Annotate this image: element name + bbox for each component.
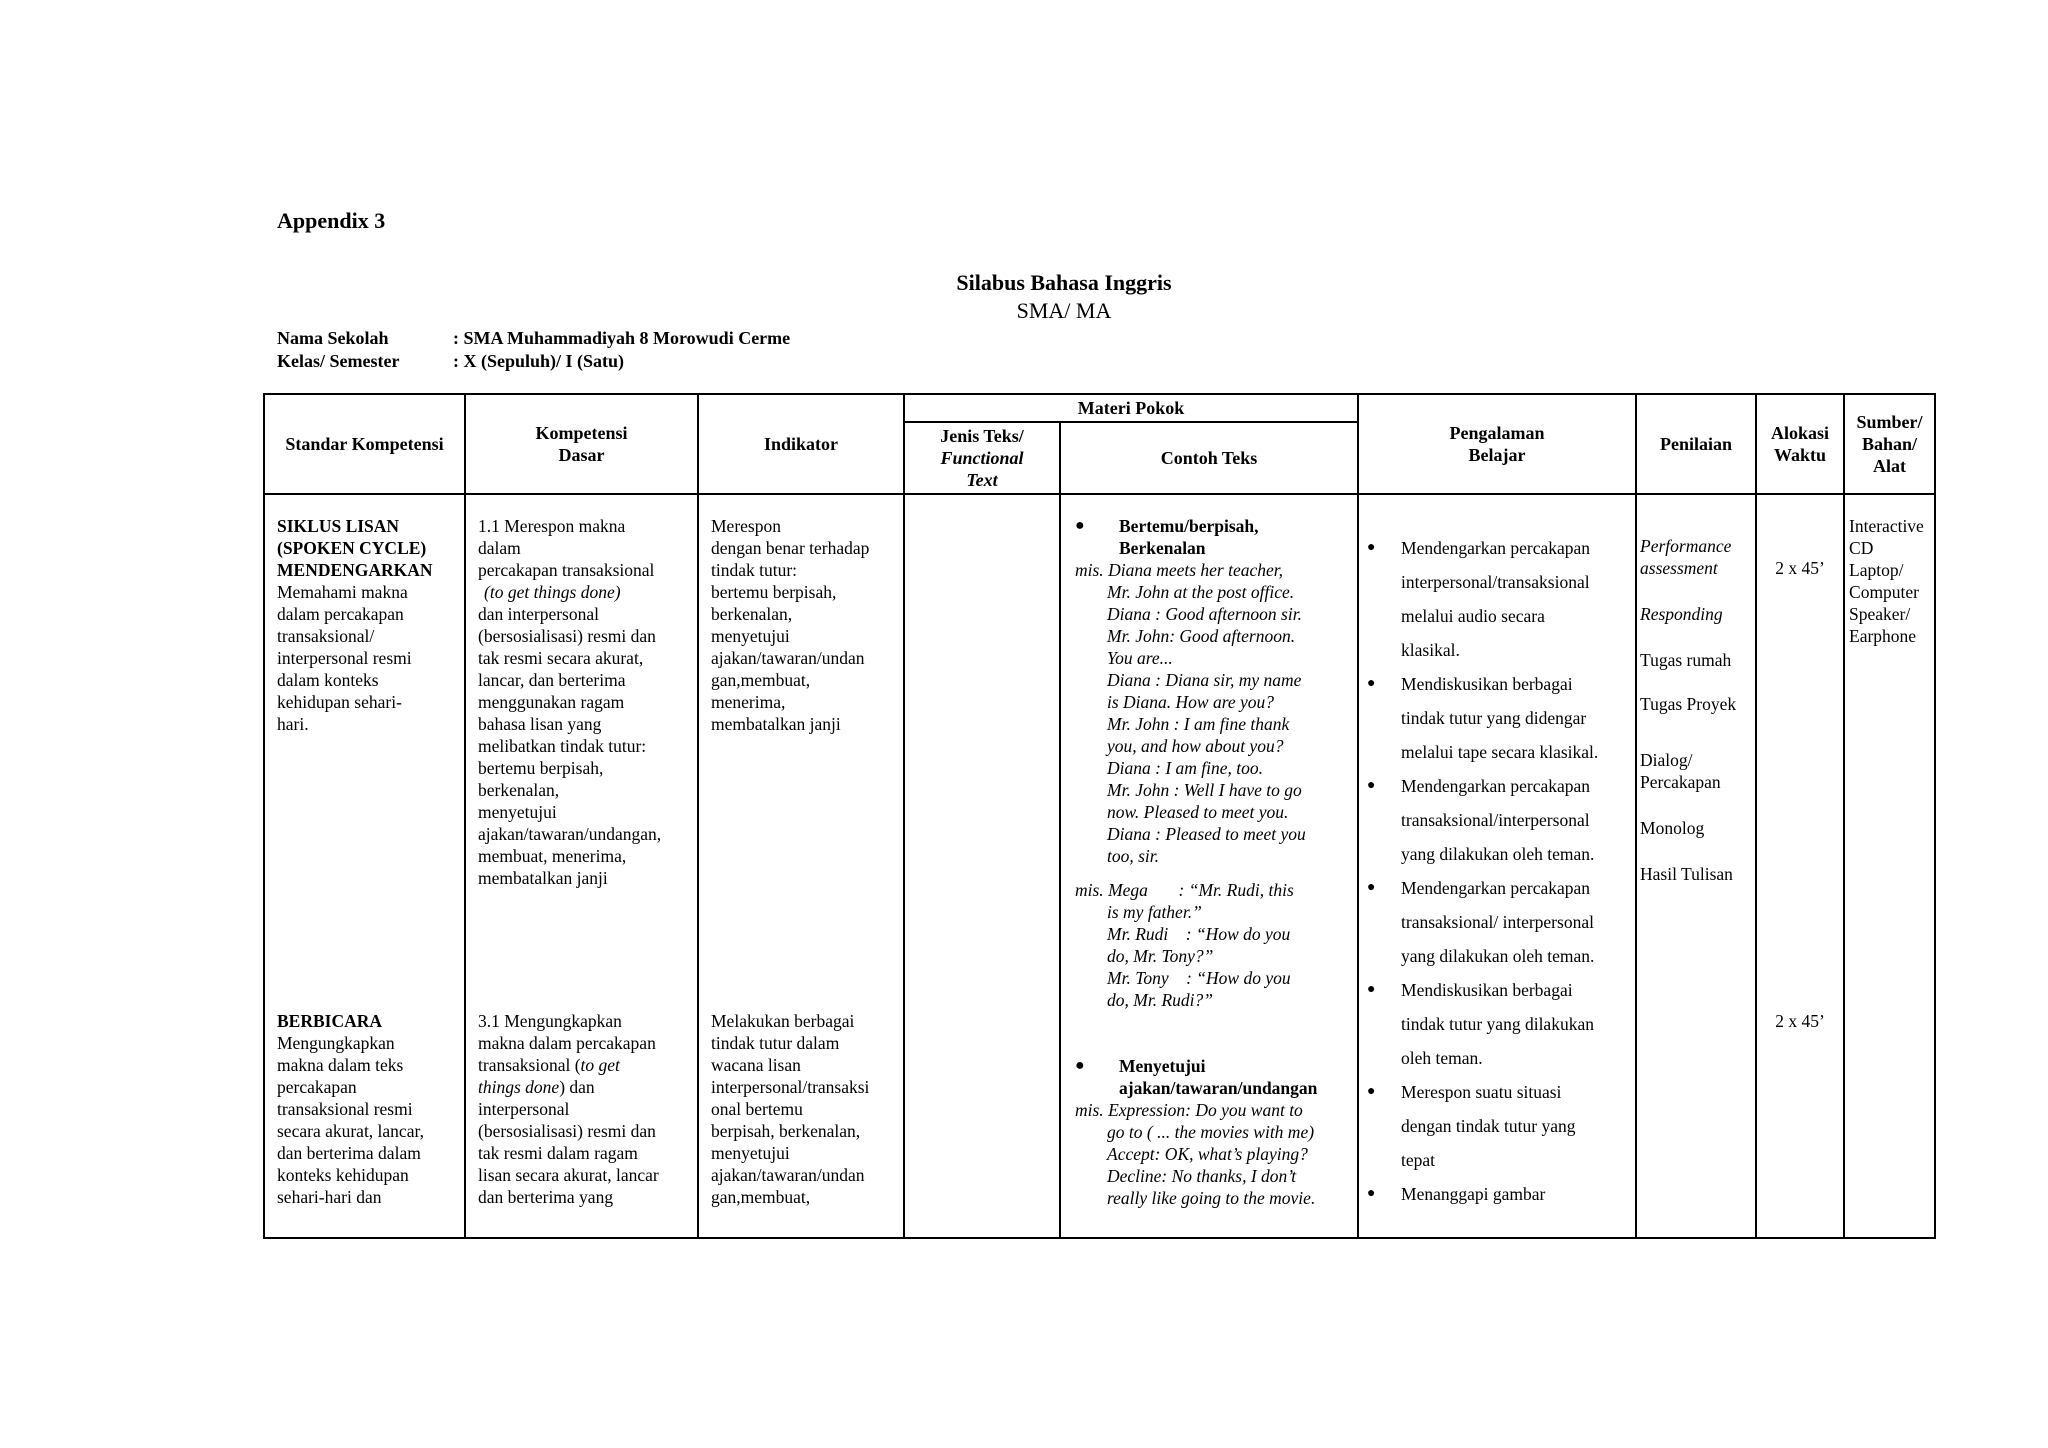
appendix-label: Appendix 3 bbox=[277, 208, 386, 233]
list-item: ● Mendengarkan percakapan bbox=[1367, 538, 1591, 558]
header-penilaian: Penilaian bbox=[1636, 394, 1756, 494]
school-value: : SMA Muhammadiyah 8 Morowudi Cerme bbox=[453, 328, 791, 348]
bullet-icon: ● bbox=[1075, 1057, 1085, 1074]
standar-upper: SIKLUS LISAN (SPOKEN CYCLE) MENDENGARKAN Memahami makna dalam percakapan transaksional/ interpersonal resmi dalam konteks kehidupan sehari- hari. bbox=[277, 516, 433, 734]
list-item: ● Mendengarkan percakapan bbox=[1367, 776, 1591, 796]
header-kompetensi: Kompetensi Dasar bbox=[465, 394, 698, 494]
list-item: yang dilakukan oleh teman. bbox=[1401, 946, 1595, 966]
cell-kompetensi bbox=[465, 494, 698, 1238]
cell-penilaian bbox=[1636, 494, 1756, 1238]
alokasi-lower: 2 x 45’ bbox=[1775, 1011, 1825, 1031]
list-item: ● Mendengarkan percakapan bbox=[1367, 878, 1591, 898]
list-item: ● Merespon suatu situasi bbox=[1367, 1082, 1562, 1102]
penilaian-tugas-rumah: Tugas rumah bbox=[1640, 650, 1732, 670]
list-item: tepat bbox=[1401, 1150, 1436, 1170]
list-item: ● Mendiskusikan berbagai bbox=[1367, 980, 1573, 1000]
kompetensi-upper: 1.1 Merespon makna dalam percakapan transaksional (to get things done) dan interpersonal (bersosialisasi) resmi dan tak resmi secara akurat, lancar, dan berterima menggunakan ragam bahasa lisan yang melibatkan tindak tutur: bertemu berpisah, berkenalan, menyetujui ajakan/tawaran/undangan, membuat, menerima, membatalkan janji bbox=[478, 516, 662, 888]
header-pengalaman: Pengalaman Belajar bbox=[1358, 394, 1636, 494]
cell-pengalaman bbox=[1358, 494, 1636, 1238]
cell-alokasi bbox=[1756, 494, 1844, 1238]
list-item: melalui audio secara bbox=[1401, 606, 1545, 626]
cell-sumber: Interactive CD Laptop/ Computer Speaker/ Earphone bbox=[1844, 494, 1935, 1238]
list-item: transaksional/interpersonal bbox=[1401, 810, 1590, 830]
cell-jenis-teks bbox=[904, 494, 1060, 1238]
list-item: ● Mendiskusikan berbagai bbox=[1367, 674, 1573, 694]
school-info bbox=[277, 327, 790, 373]
contoh-heading-menyetujui: ● Menyetujui ajakan/tawaran/undangan bbox=[1075, 1056, 1318, 1098]
standar-lower: BERBICARA Mengungkapkan makna dalam teks percakapan transaksional resmi secara akurat, lancar, dan berterima dalam konteks kehidupan sehari-hari dan bbox=[277, 1011, 424, 1207]
penilaian-performance: Performance assessment bbox=[1640, 536, 1732, 578]
kompetensi-lower: 3.1 Mengungkapkan makna dalam percakapan transaksional (to get things done) dan interpersonal (bersosialisasi) resmi dan tak resmi dalam ragam lisan secara akurat, lancar dan berterima yang bbox=[478, 1011, 659, 1207]
header-jenis-teks: Jenis Teks/ Functional Text bbox=[904, 422, 1060, 494]
penilaian-responding: Responding bbox=[1640, 604, 1723, 624]
list-item: ● Menanggapi gambar bbox=[1367, 1184, 1546, 1204]
alokasi-upper: 2 x 45’ bbox=[1775, 558, 1825, 578]
penilaian-tugas-proyek: Tugas Proyek bbox=[1640, 694, 1737, 714]
header-contoh-teks: Contoh Teks bbox=[1060, 422, 1358, 494]
bullet-icon: ● bbox=[1075, 517, 1085, 534]
class-value: : X (Sepuluh)/ I (Satu) bbox=[453, 351, 625, 371]
cell-standar bbox=[264, 494, 465, 1238]
contoh-heading-bertemu: ● Bertemu/berpisah, Berkenalan bbox=[1075, 516, 1259, 558]
document-subtitle: SMA/ MA bbox=[1016, 298, 1112, 323]
list-item: tindak tutur yang didengar bbox=[1401, 708, 1587, 728]
list-item: tindak tutur yang dilakukan bbox=[1401, 1014, 1594, 1034]
header-sumber: Sumber/ Bahan/ Alat bbox=[1844, 394, 1935, 494]
header-standar: Standar Kompetensi bbox=[264, 394, 465, 494]
list-item: melalui tape secara klasikal. bbox=[1401, 742, 1599, 762]
penilaian-hasil: Hasil Tulisan bbox=[1640, 864, 1733, 884]
indikator-upper: Merespon dengan benar terhadap tindak tutur: bertemu berpisah, berkenalan, menyetujui ajakan/tawaran/undan gan,membuat, menerima, membatalkan janji bbox=[711, 516, 870, 734]
indikator-lower: Melakukan berbagai tindak tutur dalam wacana lisan interpersonal/transaksi onal bertemu berpisah, berkenalan, menyetujui ajakan/tawaran/undan gan,membuat, bbox=[711, 1011, 870, 1207]
list-item: dengan tindak tutur yang bbox=[1401, 1116, 1576, 1136]
document-title: Silabus Bahasa Inggris bbox=[956, 270, 1172, 295]
penilaian-monolog: Monolog bbox=[1640, 818, 1705, 838]
list-item: transaksional/ interpersonal bbox=[1401, 912, 1594, 932]
penilaian-dialog: Dialog/ Percakapan bbox=[1640, 750, 1721, 792]
header-materi-pokok: Materi Pokok bbox=[904, 394, 1358, 422]
header-alokasi: Alokasi Waktu bbox=[1756, 394, 1844, 494]
contoh-dialog-2: mis. Mega : “Mr. Rudi, this is my father.” Mr. Rudi : “How do you do, Mr. Tony?” Mr. Tony : “How do you do, Mr. Rudi?” bbox=[1075, 880, 1294, 1010]
contoh-dialog-1: mis. Diana meets her teacher, Mr. John at the post office. Diana : Good afternoon sir. Mr. John: Good afternoon. You are... Diana : Diana sir, my name is Diana. How are you? Mr. John : I am fine thank you, and how about you? Diana : I am fine, too. Mr. John : Well I have to go now. Pleased to meet you. Diana : Pleased to meet you too, sir. bbox=[1075, 560, 1306, 866]
list-item: interpersonal/transaksional bbox=[1401, 572, 1590, 592]
cell-contoh-teks bbox=[1060, 494, 1358, 1238]
school-label: Nama Sekolah bbox=[277, 328, 389, 348]
header-indikator: Indikator bbox=[698, 394, 904, 494]
contoh-dialog-3: mis. Expression: Do you want to go to ( ... the movies with me) Accept: OK, what’s playing? Decline: No thanks, I don’t really like going to the movie. bbox=[1075, 1100, 1316, 1208]
list-item: klasikal. bbox=[1401, 640, 1460, 660]
list-item: oleh teman. bbox=[1401, 1048, 1483, 1068]
class-label: Kelas/ Semester bbox=[277, 351, 400, 371]
list-item: yang dilakukan oleh teman. bbox=[1401, 844, 1595, 864]
cell-indikator bbox=[698, 494, 904, 1238]
pengalaman-list bbox=[1367, 531, 1631, 1211]
syllabus-table bbox=[263, 393, 1936, 1239]
